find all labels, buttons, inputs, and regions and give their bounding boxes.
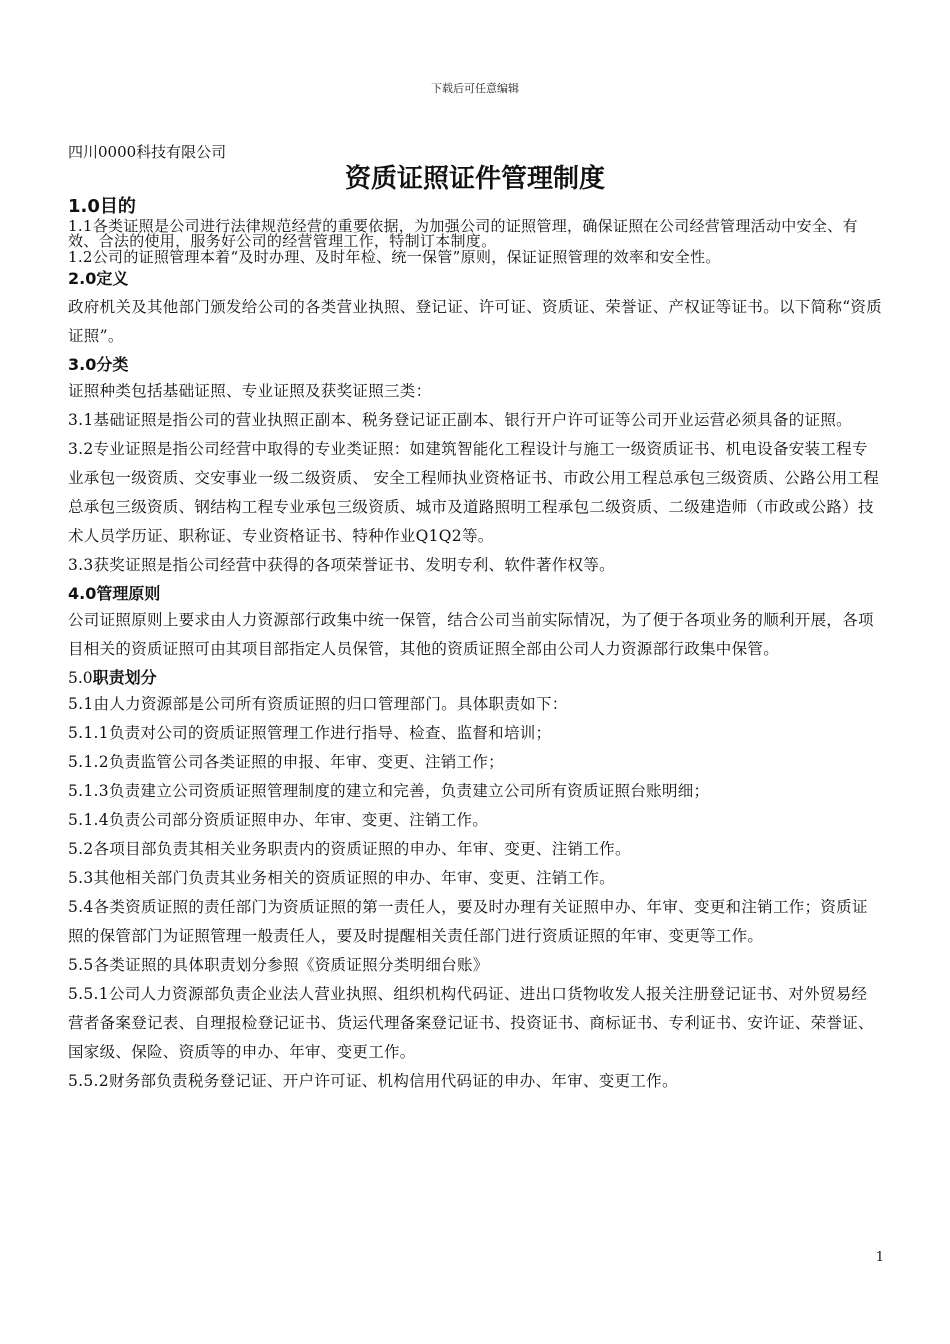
section-number: 5.0 [68,669,93,687]
section-heading-principles: 4.0管理原则 [68,584,161,603]
paragraph-1-2: 1.2公司的证照管理本着“及时办理、及时年检、统一保管”原则，保证证照管理的效率和安全性。 [68,248,721,266]
section-heading-purpose: 1.0目的 [68,196,136,217]
paragraph-2-1: 政府机关及其他部门颁发给公司的各类营业执照、登记证、许可证、资质证、荣誉证、产权证等证书。以下简称“资质证照”。 [68,298,883,345]
paragraph-5-1-4: 5.1.4负责公司部分资质证照申办、年审、变更、注销工作。 [68,811,489,829]
paragraph-3-0: 证照种类包括基础证照、专业证照及获奖证照三类： [68,382,432,400]
paragraph-4-1: 公司证照原则上要求由人力资源部行政集中统一保管，结合公司当前实际情况，为了便于各项业务的顺利开展，各项目相关的资质证照可由其项目部指定人员保管，其他的资质证照全部由公司人力资源部行政集中保管。 [68,611,874,658]
paragraph-3-3: 3.3获奖证照是指公司经营中获得的各项荣誉证书、发明专利、软件著作权等。 [68,556,615,574]
section-heading-text: 职责划分 [92,668,157,687]
paragraph-5-5: 5.5各类证照的具体职责划分参照《资质证照分类明细台账》 [68,956,489,974]
page-number: 1 [875,1250,884,1265]
paragraph-5-1: 5.1由人力资源部是公司所有资质证照的归口管理部门。具体职责如下： [68,695,568,713]
document-body [68,196,883,1096]
paragraph-3-2: 3.2专业证照是指公司经营中取得的专业类证照：如建筑智能化工程设计与施工一级资质证书、机电设备安装工程专业承包一级资质、交安事业一级二级资质、 安全工程师执业资格证书、市政公用工程总承包三级资质、公路公用工程总承包三级资质、钢结构工程专业承包三级资质、城市及道路照明工程承包二级资质、二级建造师（市政或公路）技术人员学历证、职称证、专业资格证书、特种作业Q1Q2等。 [68,440,880,545]
section-heading-classification: 3.0分类 [68,355,129,374]
paragraph-5-5-1: 5.5.1公司人力资源部负责企业法人营业执照、组织机构代码证、进出口货物收发人报关注册登记证书、对外贸易经营者备案登记表、自理报检登记证书、货运代理备案登记证书、投资证书、商标证书、专利证书、安许证、荣誉证、国家级、保险、资质等的申办、年审、变更工作。 [68,985,874,1061]
paragraph-5-3: 5.3其他相关部门负责其业务相关的资质证照的申办、年审、变更、注销工作。 [68,869,615,887]
company-name: 四川0000科技有限公司 [68,143,227,161]
section-heading-definition: 2.0定义 [68,269,129,288]
paragraph-3-1: 3.1基础证照是指公司的营业执照正副本、税务登记证正副本、银行开户许可证等公司开业运营必须具备的证照。 [68,411,852,429]
section-heading-responsibilities [68,666,883,690]
paragraph-5-1-2: 5.1.2负责监管公司各类证照的申报、年审、变更、注销工作； [68,753,504,771]
paragraph-5-2: 5.2各项目部负责其相关业务职责内的资质证照的申办、年审、变更、注销工作。 [68,840,631,858]
paragraph-5-5-2: 5.5.2财务部负责税务登记证、开户许可证、机构信用代码证的申办、年审、变更工作。 [68,1072,678,1090]
paragraph-5-1-1: 5.1.1负责对公司的资质证照管理工作进行指导、检查、监督和培训； [68,724,552,742]
document-title: 资质证照证件管理制度 [344,164,605,194]
paragraph-1-1: 1.1各类证照是公司进行法律规范经营的重要依据，为加强公司的证照管理，确保证照在公司经营管理活动中安全、有效、合法的使用，服务好公司的经营管理工作，特制订本制度。 [68,217,858,250]
header-note: 下载后可任意编辑 [431,82,519,95]
paragraph-5-1-3: 5.1.3负责建立公司资质证照管理制度的建立和完善，负责建立公司所有资质证照台账明细； [68,782,710,800]
paragraph-5-4: 5.4各类资质证照的责任部门为资质证照的第一责任人，要及时办理有关证照申办、年审、变更和注销工作；资质证照的保管部门为证照管理一般责任人，要及时提醒相关责任部门进行资质证照的年审、变更等工作。 [68,898,868,945]
